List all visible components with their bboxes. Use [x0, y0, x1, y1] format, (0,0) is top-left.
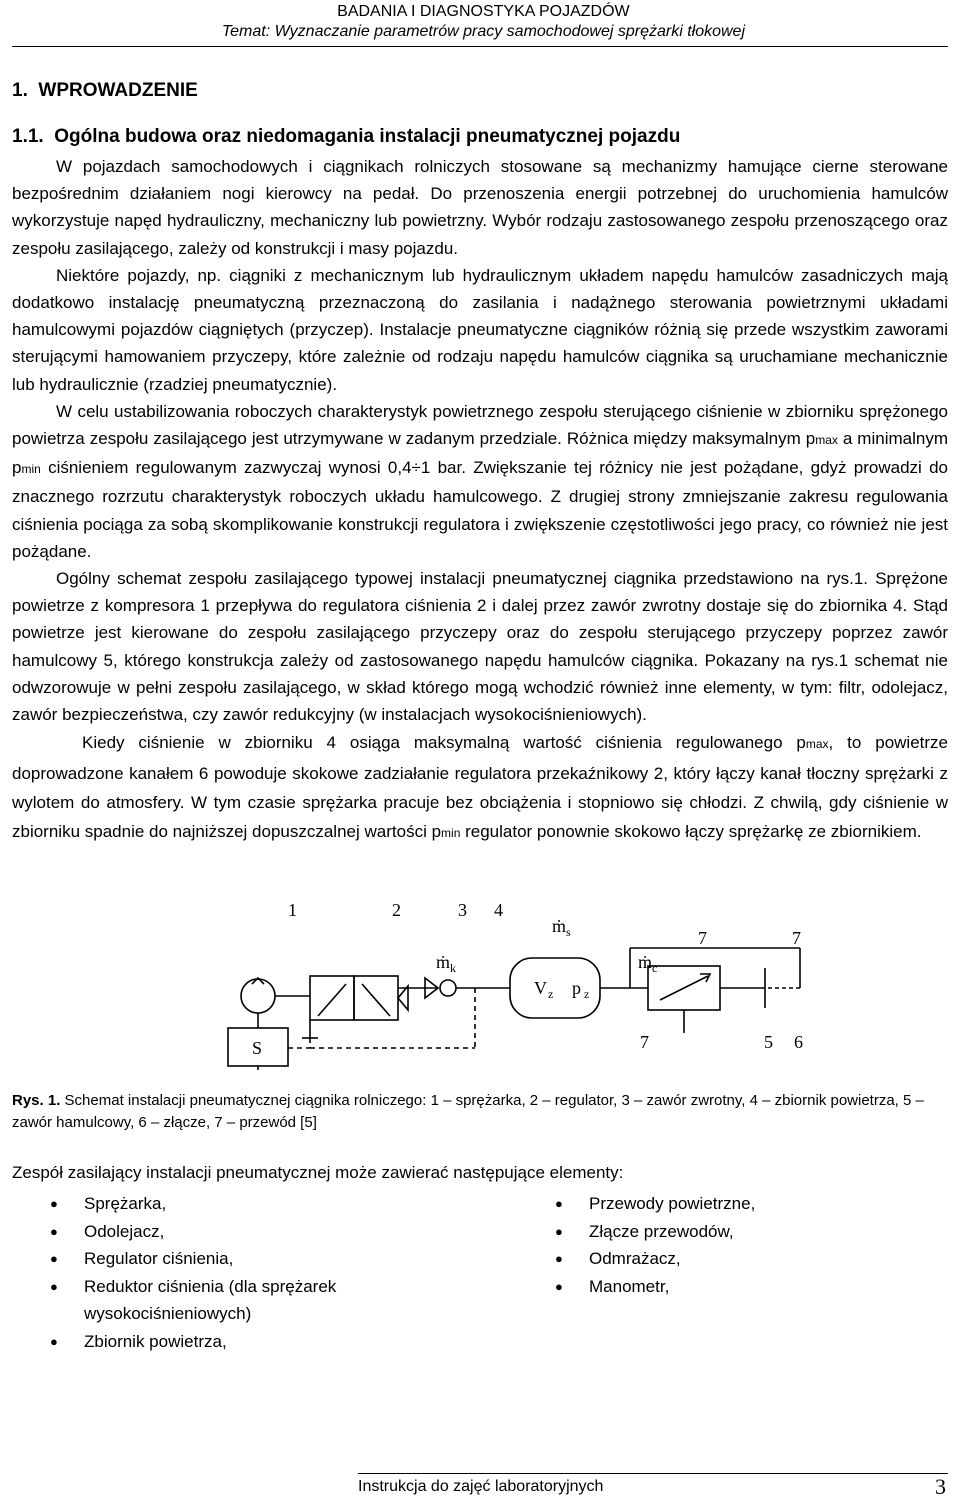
label-7c: 7	[640, 1032, 649, 1052]
subscript-max: max	[805, 737, 829, 752]
subsection-title: 1.1. Ogólna budowa oraz niedomagania instalacji pneumatycznej pojazdu	[12, 126, 681, 147]
paragraph-5	[12, 728, 948, 848]
list-item: ● Zbiornik powietrza,	[40, 1328, 480, 1356]
paragraph-4: Ogólny schemat zespołu zasilającego typowej instalacji pneumatycznej ciągnika przedstawiono na rys.1. Sprężone powietrze z kompresora 1 przepływa do regulatora ciśnienia 2 i dalej przez zawór zwrotny dostaje się do zbiornika 4. Stąd powietrze jest kierowane do zespołu zasilającego przyczepy oraz do zespołu sterującego przyczepy poprzez zawór hamulcowy 5, którego konstrukcja zależy od zastosowanego napędu hamulców ciągnika. Pokazany na rys.1 schemat nie odwzorowuje w pełni zespołu zasilającego, w skład którego mogą wchodzić również inne elementy, w tym: filtr, odolejacz, zawór bezpieczeństwa, czy zawór redukcyjny (w instalacjach wysokociśnieniowych).	[12, 569, 948, 725]
list-item: ● Sprężarka,	[40, 1190, 480, 1218]
label-pz-sub: z	[584, 987, 590, 1001]
label-3: 3	[458, 900, 467, 920]
paragraph-5-text-a: Kiedy ciśnienie w zbiorniku 4 osiąga maksymalną wartość ciśnienia regulowanego p	[82, 733, 806, 753]
caption-label: Rys. 1.	[12, 1092, 61, 1109]
paragraph-3	[12, 398, 948, 565]
label-pz: p	[572, 978, 581, 998]
label-mc: ṁ	[638, 952, 653, 972]
label-mk: ṁ	[436, 952, 451, 972]
label-2: 2	[392, 900, 401, 920]
paragraph-5-text-b: , to powietrze doprowadzone kanałem 6 powoduje skokowe zadziałanie regulatora przekaźnikowy 2, który łączy kanał tłoczny sprężarki z wylotem do atmosfery. W tym czasie sprężarka pracuje bez obciążenia i stopniowo się chłodzi. Z chwilą, gdy ciśnienie w zbiorniku spadnie do najniższej dopuszczalnej wartości p	[12, 733, 948, 842]
label-mc-sub: c	[652, 961, 658, 975]
paragraph-2: Niektóre pojazdy, np. ciągniki z mechanicznym lub hydraulicznym układem napędu hamulców zasadniczych mają dodatkowo instalację pneumatyczną przeznaczoną do zasilania i nadążnego sterowania powietrznymi układami hamulcowymi pojazdów ciągniętych (przyczep). Instalacje pneumatyczne ciągników różnią się przede wszystkim zaworami sterującymi hamowaniem przyczepy, które zależnie od rodzaju napędu hamulców ciągnika są uruchamiane mechanicznie lub hydraulicznie (rzadziej pneumatycznie).	[12, 265, 948, 394]
label-7a: 7	[698, 928, 707, 948]
label-ms-sub: s	[566, 925, 571, 939]
list-item: ● Manometr,	[545, 1273, 925, 1301]
label-1: 1	[288, 900, 297, 920]
label-6: 6	[794, 1032, 803, 1052]
caption-text: Schemat instalacji pneumatycznej ciągnika rolniczego: 1 – sprężarka, 2 – regulator, 3 – zawór zwrotny, 4 – zbiornik powietrza, 5 – zawór hamulcowy, 6 – złącze, 7 – przewód [5]	[12, 1092, 924, 1131]
label-mk-sub: k	[450, 961, 456, 975]
list-item: ● Przewody powietrzne,	[545, 1190, 925, 1218]
header-title: BADANIA I DIAGNOSTYKA POJAZDÓW	[337, 3, 630, 20]
element-list-right	[545, 1190, 925, 1300]
paragraph-3-text-a: W celu ustabilizowania roboczych charakterystyk powietrznego zespołu sterującego ciśnienie w zbiorniku sprężonego powietrza zespołu zasilającego jest utrzymywane w zadanym przedziale. Różnica między maksymalnym p	[12, 401, 948, 449]
body-text	[12, 153, 948, 848]
page-number: 3	[935, 1474, 946, 1499]
subscript-min: min	[21, 462, 41, 477]
footer-text: Instrukcja do zajęć laboratoryjnych	[358, 1478, 604, 1495]
paragraph-3-text-b: a minimalnym p	[12, 429, 948, 478]
list-item: ● Odmrażacz,	[545, 1245, 925, 1273]
footer-rule	[358, 1473, 948, 1474]
label-s: S	[252, 1038, 263, 1058]
list-item: ● Regulator ciśnienia,	[40, 1245, 480, 1273]
label-5: 5	[764, 1032, 773, 1052]
label-ms: ṁ	[552, 916, 567, 936]
paragraph-1: W pojazdach samochodowych i ciągnikach rolniczych stosowane są mechanizmy hamujące cierne sterowane bezpośrednim działaniem nogi kierowcy na pedał. Do przenoszenia energii potrzebnej do uruchomienia hamulców wykorzystuje napęd hydrauliczny, mechaniczny lub powietrzny. Wybór rodzaju zastosowanego zespołu przenoszącego oraz zespołu zasilającego, zależy od konstrukcji i masy pojazdu.	[12, 157, 948, 258]
label-4: 4	[494, 900, 503, 920]
page-header	[222, 2, 745, 42]
paragraph-3-text-c: ciśnieniem regulowanym zazwyczaj wynosi 0,4÷1 bar. Zwiększanie tej różnicy nie jest pożądane, gdyż prowadzi do znacznego rozrzutu charakterystyk roboczych układu hamulcowego. Z drugiej strony zmniejszanie zakresu regulowania ciśnienia pociąga za sobą skomplikowanie konstrukcji regulatora i zwiększenie częstotliwości jego pracy, co również nie jest pożądane.	[12, 458, 948, 561]
header-rule	[12, 46, 948, 47]
header-subtitle: Temat: Wyznaczanie parametrów pracy samochodowej sprężarki tłokowej	[221, 23, 745, 40]
figure-caption	[12, 1090, 942, 1134]
list-item: ● Złącze przewodów,	[545, 1218, 925, 1246]
label-vz-sub: z	[548, 987, 554, 1001]
subscript-max: max	[815, 433, 838, 448]
regulator-spring	[398, 986, 408, 1010]
list-item: ● Reduktor ciśnienia (dla sprężarek wysokociśnieniowych)	[40, 1273, 480, 1328]
section-title: 1. WPROWADZENIE	[12, 80, 198, 101]
regulator-symbol	[310, 976, 354, 1020]
list-intro: Zespół zasilający instalacji pneumatycznej może zawierać następujące elementy:	[12, 1163, 624, 1182]
subscript-min: min	[441, 826, 461, 841]
element-list-left	[40, 1190, 480, 1355]
paragraph-5-text-c: regulator ponownie skokowo łączy sprężarkę ze zbiornikiem.	[460, 822, 922, 842]
list-item: ● Odolejacz,	[40, 1218, 480, 1246]
compressor-symbol	[241, 979, 275, 1013]
label-vz: V	[534, 978, 547, 998]
label-7b: 7	[792, 928, 801, 948]
pneumatic-schematic	[200, 888, 840, 1078]
